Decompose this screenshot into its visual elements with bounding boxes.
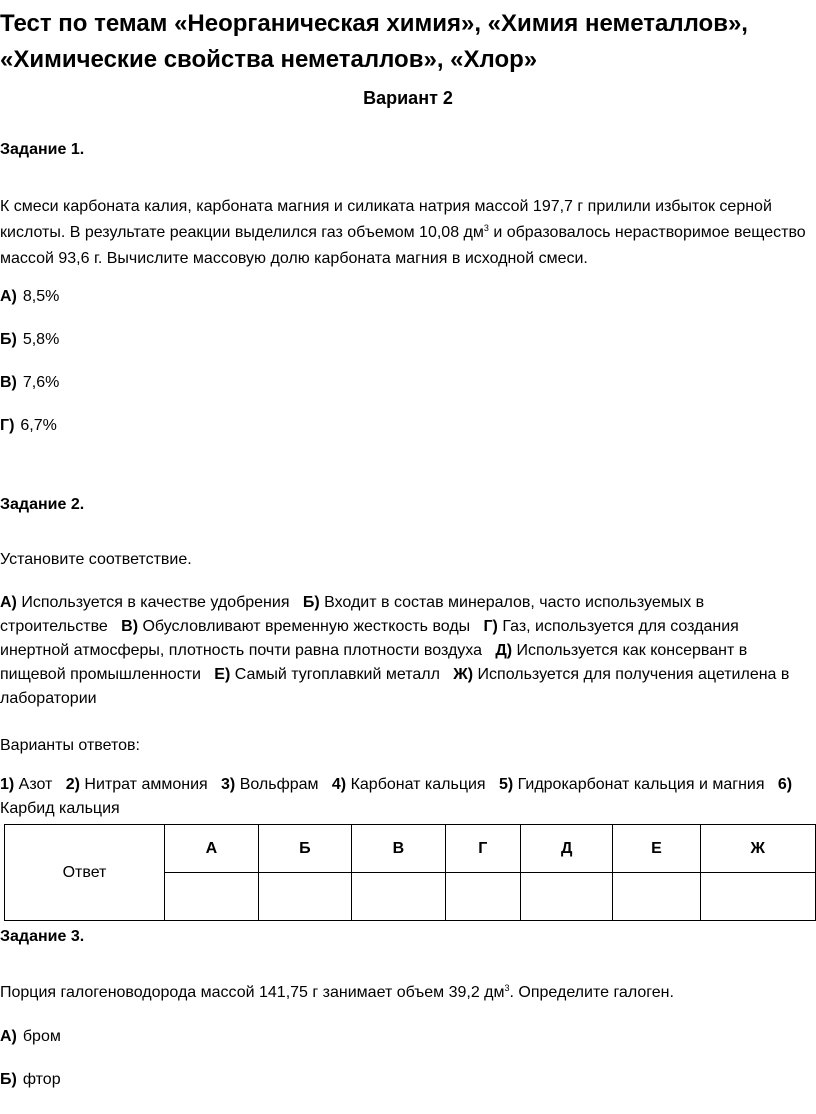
statement-letter: А) (0, 594, 17, 611)
answer-text: Карбонат кальция (346, 776, 499, 793)
task2-line-4 (0, 663, 789, 687)
task2-answers-line-2: Карбид кальция (0, 800, 120, 817)
answer-column-header: Е (613, 825, 700, 873)
statement-letter: Б) (302, 594, 320, 611)
statement-text: Газ, используется для создания (497, 618, 739, 635)
answer-table-header-row (5, 825, 816, 873)
answer-cell[interactable] (351, 873, 445, 921)
option-value: бром (22, 1028, 61, 1045)
answer-number: 4) (331, 776, 347, 793)
answer-cell[interactable] (700, 873, 815, 921)
task3-superscript: 3 (504, 983, 510, 993)
task2-answer-variants (0, 773, 792, 821)
statement-text: Входит в состав минералов, часто используемых в (319, 594, 705, 611)
option-value: 8,5% (22, 288, 60, 305)
task1-text-line-2a: кислоты. В результате реакции выделился газ объемом 10,08 дм (0, 224, 484, 241)
option-value: 6,7% (20, 417, 57, 434)
task3-heading: Задание 3. (0, 928, 85, 945)
statement-letter: Е) (214, 666, 231, 683)
task2-heading: Задание 2. (0, 496, 85, 513)
option-value: 7,6% (22, 374, 60, 391)
answer-column-header: Ж (700, 825, 815, 873)
statement-text: Используется как консервант в (512, 642, 748, 659)
task3-text (0, 980, 674, 1006)
answer-cell[interactable] (258, 873, 351, 921)
variant-heading: Вариант 2 (363, 88, 453, 108)
answer-number: 5) (498, 776, 514, 793)
option-letter: Г) (0, 417, 15, 434)
task1-text (0, 194, 806, 272)
task1-heading: Задание 1. (0, 141, 85, 158)
answer-column-header: Б (258, 825, 351, 873)
answer-number: 1) (0, 776, 15, 793)
answer-text: Азот (14, 776, 66, 793)
answer-number: 2) (65, 776, 80, 793)
answer-row-label: Ответ (5, 825, 165, 921)
answer-text: Нитрат аммония (79, 776, 222, 793)
option-letter: Б) (0, 1071, 17, 1088)
task1-text-line-2b: и образовалось нерастворимое вещество (488, 224, 806, 241)
answer-text: Вольфрам (235, 776, 332, 793)
answer-number: 3) (221, 776, 236, 793)
task1-text-line-3: массой 93,6 г. Вычислите массовую долю карбоната магния в исходной смеси. (0, 250, 588, 267)
answer-column-header: Д (520, 825, 613, 873)
answer-cell[interactable] (520, 873, 613, 921)
statement-text: Используется для получения ацетилена в (473, 666, 790, 683)
task2-statements (0, 591, 789, 711)
page-title (0, 6, 748, 78)
answer-column-header: В (351, 825, 445, 873)
statement-text: строительстве (0, 618, 122, 635)
task2-line-3 (0, 639, 789, 663)
statement-letter: Г) (483, 618, 498, 635)
task3-text-a: Порция галогеноводорода массой 141,75 г занимает объем 39,2 дм (0, 984, 505, 1001)
task3-text-b: . Определите галоген. (509, 984, 674, 1001)
option-letter: В) (0, 374, 17, 391)
statement-letter: В) (121, 618, 139, 635)
title-line-2: «Химические свойства неметаллов», «Хлор» (0, 46, 538, 73)
statement-letter: Ж) (453, 666, 474, 683)
answer-table (4, 824, 816, 921)
task1-text-line-1: К смеси карбоната калия, карбоната магния и силиката натрия массой 197,7 г прилили избыток серной (0, 198, 772, 215)
statement-text: пищевой промышленности (0, 666, 215, 683)
answer-cell[interactable] (613, 873, 700, 921)
statement-text: Обусловливают временную жесткость воды (138, 618, 484, 635)
answer-column-header: А (165, 825, 259, 873)
statement-letter: Д) (495, 642, 513, 659)
task1-option-d (0, 415, 57, 437)
task1-option-c (0, 372, 59, 394)
task1-option-b (0, 329, 59, 351)
task3-option-b (0, 1069, 61, 1091)
task2-variants-label: Варианты ответов: (0, 737, 140, 754)
option-letter: Б) (0, 331, 17, 348)
task2-answers-line-1 (0, 773, 792, 797)
option-value: фтор (22, 1071, 61, 1088)
task1-superscript: 3 (483, 223, 489, 233)
answer-cell[interactable] (165, 873, 259, 921)
option-value: 5,8% (22, 331, 60, 348)
statement-text: Самый тугоплавкий металл (230, 666, 454, 683)
task2-instruction: Установите соответствие. (0, 551, 192, 568)
title-line-1: Тест по темам «Неорганическая химия», «Химия неметаллов», (0, 10, 748, 37)
task3-option-a (0, 1026, 61, 1048)
answer-column-header: Г (445, 825, 520, 873)
answer-number: 6) (777, 776, 793, 793)
answer-text: Гидрокарбонат кальция и магния (513, 776, 778, 793)
task1-option-a (0, 286, 59, 308)
option-letter: А) (0, 1028, 17, 1045)
task1-text-line-2 (0, 220, 806, 246)
task2-line-5: лаборатории (0, 690, 97, 707)
task2-line-1 (0, 591, 789, 615)
task2-line-2 (0, 615, 789, 639)
answer-cell[interactable] (445, 873, 520, 921)
statement-text: Используется в качестве удобрения (16, 594, 303, 611)
statement-text: инертной атмосферы, плотность почти равна плотности воздуха (0, 642, 496, 659)
option-letter: А) (0, 288, 17, 305)
